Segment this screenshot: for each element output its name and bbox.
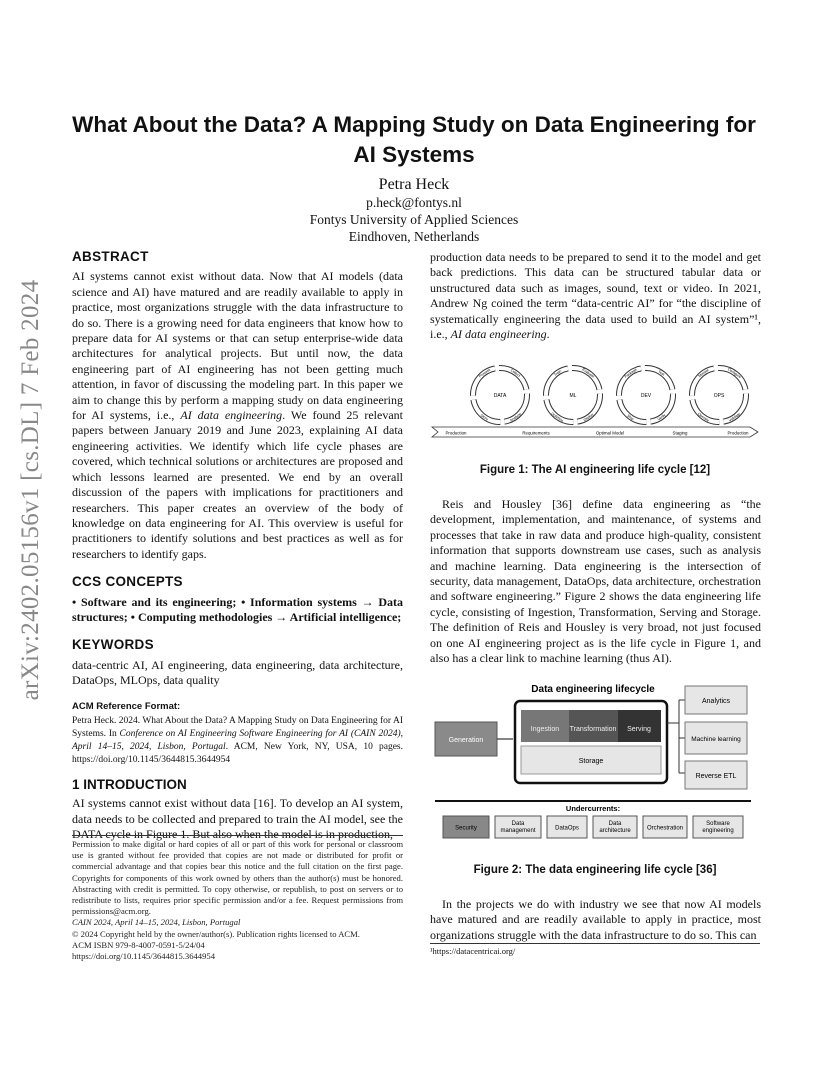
right-paragraph-2: Reis and Housley [36] define data engineering as “the development, implementation, and maintenance, of systems and processes that take in raw data and produce high-quality, consistent information that supports downstream use cases, such as analysis and machine learning. Data engineering is the intersection of security, data management, DataOps, data architecture, orchestration and software engineering.” Figure 2 shows the data engineering life cycle, consisting of Ingestion, Transformation, Serving and Storage. The definition of Reis and Housley is very broad, not just focused on one AI engineering project as is the life cycle in Figure 1, and also has a clear link to machine learning (thus AI). <box>430 497 761 666</box>
cycle-step-label: Optimize <box>550 411 565 424</box>
figure-1-caption: Figure 1: The AI engineering life cycle [12] <box>479 464 711 476</box>
intro-paragraph: AI systems cannot exist without data [16]. To develop an AI system, data needs to be collected and prepared to train the AI model, see the DATA cycle in Figure 1. But also when the model is in production, <box>72 796 403 842</box>
undercurrent-label: management <box>500 828 536 834</box>
stage-label: Production <box>727 430 749 436</box>
undercurrent-label: Software <box>706 821 730 827</box>
ml-label: Machine learning <box>691 736 741 743</box>
cycle-step-label: Operate <box>696 411 710 423</box>
cycle-step-label: Evaluate <box>581 367 596 379</box>
cycle-step-label: Monitor <box>697 368 710 379</box>
figure-2-caption: Figure 2: The data engineering life cycle [36] <box>473 864 717 876</box>
stage-label: Requirements <box>522 430 550 436</box>
cycle-step-label: Process <box>478 367 492 379</box>
cycle-label: DEV <box>640 393 652 399</box>
cycle-label: ML <box>569 393 577 399</box>
right-column-bottom <box>430 897 761 943</box>
undercurrent-box <box>593 816 637 838</box>
stage-label: Production <box>445 430 467 436</box>
cycle-step-label: Validate <box>728 412 742 423</box>
reverse-etl-label: Reverse ETL <box>695 773 737 780</box>
undercurrents-label: Undercurrents: <box>565 804 621 813</box>
acm-ref-text: Petra Heck. 2024. What About the Data? A Mapping Study on Data Engineering for AI Systems. In Conference on AI Engineering Software Engineering for AI (CAIN 2024), April 14–15, 2024, Lisbon, Portugal. ACM, New York, NY, USA, 10 pages. https://doi.org/10.1145/3644815.3644954 <box>72 715 403 765</box>
undercurrent-label: Data <box>511 821 525 827</box>
doi-link[interactable]: https://doi.org/10.1145/3644815.3644954 <box>72 951 215 962</box>
cycle-step-label: Verify <box>656 413 667 422</box>
undercurrent-label: Security <box>455 825 477 832</box>
analytics-label: Analytics <box>701 698 731 705</box>
ccs-text: • Software and its engineering; • Information systems → Data structures; • Computing methodologies → Artificial intelligence; <box>72 594 403 624</box>
right-column-middle <box>430 497 761 666</box>
cycle-step-label: Store <box>479 413 490 422</box>
figure-1-diagram <box>430 355 760 445</box>
author-block <box>60 175 768 245</box>
keywords-text: data-centric AI, AI engineering, data engineering, data architecture, DataOps, MLOps, data quality <box>72 657 403 688</box>
arxiv-sidebar-id: arXiv:2402.05156v1 [cs.DL] 7 Feb 2024 <box>17 279 44 701</box>
left-column <box>72 249 403 843</box>
keywords-heading: KEYWORDS <box>72 637 154 653</box>
right-paragraph-3: In the projects we do with industry we see that now AI models have matured and are readily available to apply in practice, most organizations struggle with the data infrastructure to do so. This can <box>430 897 761 942</box>
transformation-label: Transformation <box>569 726 617 733</box>
ingestion-label: Ingestion <box>530 726 560 733</box>
cycle-step-label: Analyze <box>509 412 523 423</box>
cycle-label: DATA <box>493 393 507 399</box>
undercurrent-label: DataOps <box>555 825 579 832</box>
author-email[interactable]: p.heck@fontys.nl <box>366 195 462 210</box>
acm-ref-heading: ACM Reference Format: <box>72 700 181 712</box>
undercurrent-box <box>693 816 743 838</box>
cycle-step-label: Ship <box>626 413 635 422</box>
storage-label: Storage <box>578 758 604 765</box>
author-affiliation: Fontys University of Applied Sciences <box>309 212 519 227</box>
venue: CAIN 2024, April 14–15, 2024, Lisbon, Portugal <box>72 917 241 928</box>
cycle-step-label: Configure <box>726 367 742 380</box>
abstract-heading: ABSTRACT <box>72 249 149 264</box>
permission-text: Permission to make digital or hard copies of all or part of this work for personal or classroom use is granted without fee provided that copies are not made or distributed for profit or commercial advantage and that copies bear this notice and the full citation on the first page. Copyrights for components of this work owned by others than the author(s) must be honored. Abstracting with credit is permitted. To copy otherwise, or republish, to post on servers or to redistribute to lists, requires prior specific permission and/or a fee. Request permissions from permissions@acm.org. <box>72 839 403 917</box>
generation-label: Generation <box>448 737 484 744</box>
cycle-step-label: Package <box>623 367 638 379</box>
fig2-title: Data engineering lifecycle <box>531 684 655 695</box>
paper-title: What About the Data? A Mapping Study on Data Engineering for AI Systems <box>72 112 756 167</box>
isbn: ACM ISBN 979-8-4007-0591-5/24/04 <box>72 939 205 950</box>
footnote: ¹https://datacentricai.org/ <box>430 943 760 956</box>
ccs-heading: CCS CONCEPTS <box>72 574 183 590</box>
undercurrent-label: Orchestration <box>646 825 684 832</box>
acm-reference <box>72 699 403 767</box>
right-column-top <box>430 250 761 342</box>
undercurrent-label: architecture <box>599 828 631 834</box>
undercurrent-label: engineering <box>702 828 734 834</box>
permission-notice <box>72 835 403 962</box>
cycle-step-label: Test <box>657 369 666 377</box>
intro-heading: 1 INTRODUCTION <box>72 776 187 792</box>
right-paragraph-1: production data needs to be prepared to send it to the model and get back predictions. This data can be structured tabular data or unstructured data such as images, sound, text or video. In 2021, Andrew Ng coined the term “data-centric AI” for “the discipline of systematically engineering the data used to build an AI system”¹, i.e., AI data engineering. <box>430 250 761 342</box>
serving-label: Serving <box>627 726 651 733</box>
figure-2-diagram <box>433 678 759 846</box>
copyright: © 2024 Copyright held by the owner/author(s). Publication rights licensed to ACM. <box>72 928 360 939</box>
stage-label: Optimal Model <box>595 430 625 436</box>
undercurrent-box <box>495 816 541 838</box>
cycle-step-label: Collect <box>509 368 521 378</box>
author-name: Petra Heck <box>378 176 450 193</box>
cycle-step-label: Deploy <box>582 412 595 423</box>
author-location: Eindhoven, Netherlands <box>348 229 480 244</box>
undercurrent-label: Data <box>608 821 622 827</box>
abstract-text: AI systems cannot exist without data. Now that AI models (data science and AI) have matured and are readily available to apply in practice, most organizations struggle with the data infrastructure to do so. There is a growing need for data engineers that know how to prepare data for AI systems or that can setup enterprise-wide data architectures for analytical projects. But until now, the data engineering part of AI engineering has not been getting much attention, in favor of discussing the modeling part. In this paper we aim to change this by perform a mapping study on data engineering for AI systems, i.e., AI data engineering. We found 25 relevant papers between January 2019 and June 2023, explaining AI data engineering activities. We identify which life cycle phases are covered, which technical solutions or architectures are proposed and which lessons learned are presented. We end by an overall discussion of the papers with implications for practitioners and researchers. This paper creates an overview of the body of knowledge on data engineering for AI. This overview is useful for practitioners to identify solutions and best practices as well as for researchers to identify gaps. <box>72 269 403 561</box>
cycle-step-label: Train <box>553 369 563 378</box>
stage-label: Staging <box>672 430 688 436</box>
cycle-label: OPS <box>713 393 725 399</box>
